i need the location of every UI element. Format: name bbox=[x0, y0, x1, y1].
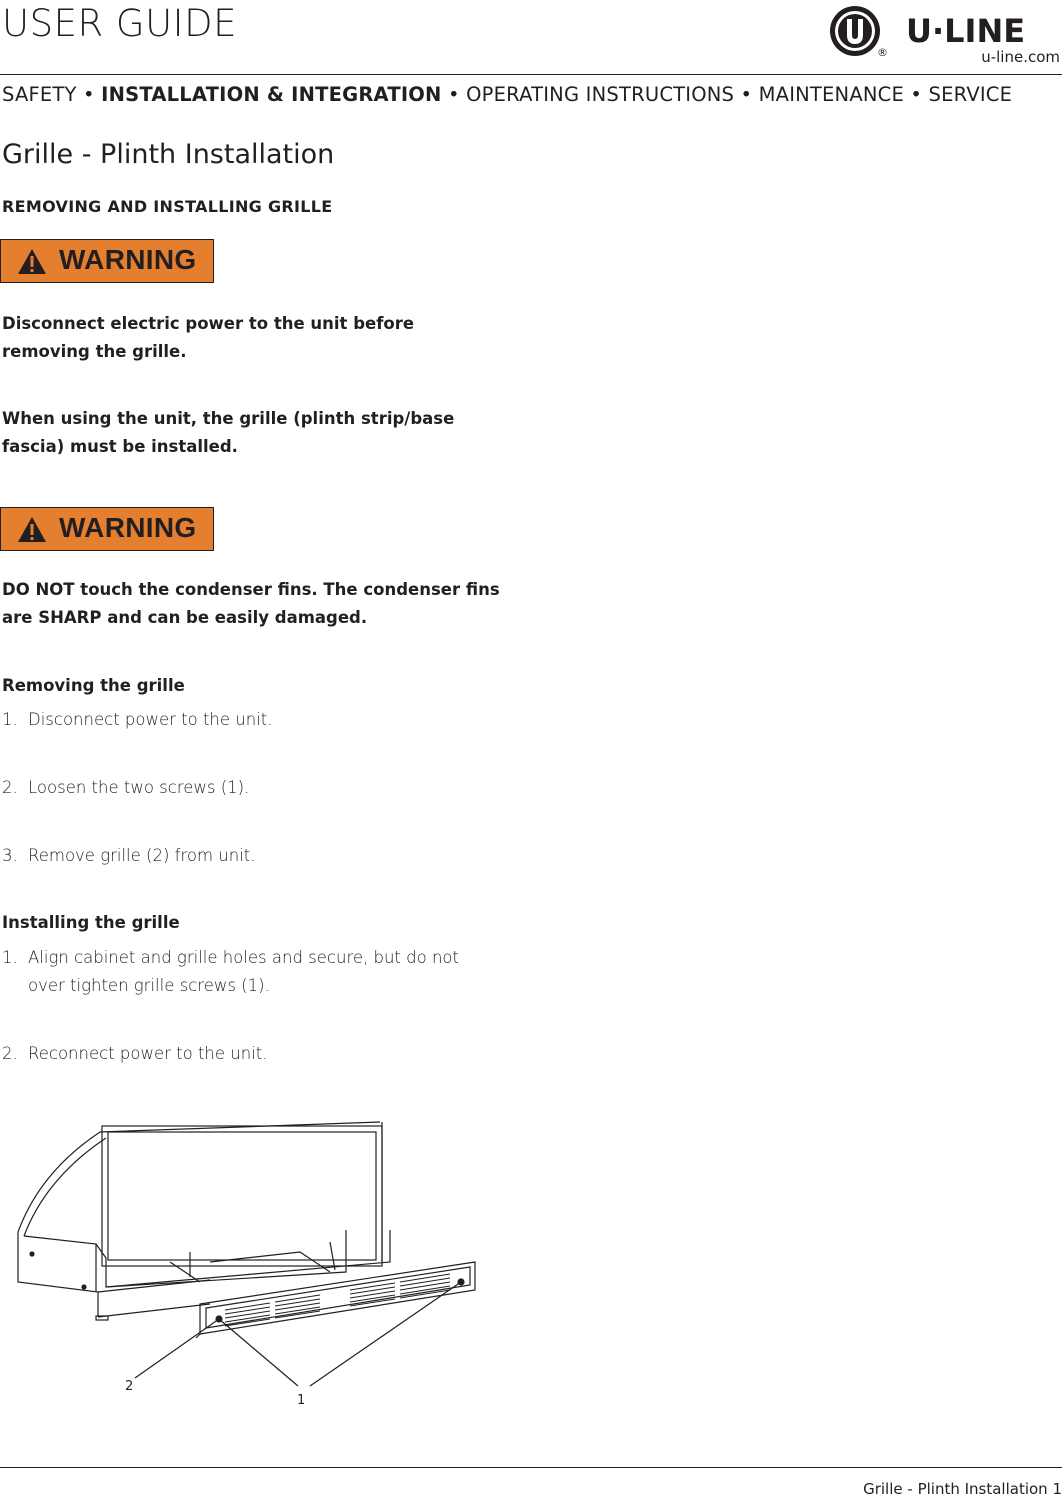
nav-separator: • bbox=[910, 83, 923, 106]
nav-item-safety[interactable]: SAFETY bbox=[2, 83, 77, 106]
warning-paragraph: When using the unit, the grille (plinth strip/base fascia) must be installed. bbox=[2, 409, 455, 456]
grille-illustration bbox=[10, 1112, 490, 1412]
list-item: 1. Align cabinet and grille holes and secure, but do not over tighten grille screws (1). bbox=[2, 948, 459, 995]
list-item: 2. Loosen the two screws (1). bbox=[2, 778, 250, 797]
document-title: USER GUIDE bbox=[2, 2, 237, 45]
list-item: 3. Remove grille (2) from unit. bbox=[2, 846, 256, 865]
brand-domain: u-line.com bbox=[981, 48, 1060, 66]
list-item: 1. Disconnect power to the unit. bbox=[2, 710, 273, 729]
header-rule bbox=[0, 74, 1062, 75]
nav-item-installation[interactable]: INSTALLATION & INTEGRATION bbox=[101, 83, 442, 106]
warning-label bbox=[0, 239, 214, 283]
warning-text: WARNING bbox=[59, 244, 197, 275]
registered-mark: ® bbox=[877, 46, 888, 59]
brand-wordmark: U·LINE bbox=[906, 12, 1026, 50]
installing-heading: Installing the grille bbox=[2, 913, 180, 932]
warning-triangle-icon bbox=[17, 248, 47, 275]
removing-heading: Removing the grille bbox=[2, 676, 185, 695]
callout-grille: 2 bbox=[125, 1379, 134, 1394]
callout-screws: 1 bbox=[297, 1393, 306, 1408]
warning-text: WARNING bbox=[59, 512, 197, 543]
page-footer: Grille - Plinth Installation 1 bbox=[863, 1480, 1062, 1498]
warning-label bbox=[0, 507, 214, 551]
warning-paragraph: DO NOT touch the condenser fins. The condenser fins are SHARP and can be easily damaged. bbox=[2, 580, 500, 627]
nav-separator: • bbox=[740, 83, 753, 106]
warning-paragraph: Disconnect electric power to the unit before removing the grille. bbox=[2, 314, 415, 361]
warning-triangle-icon bbox=[17, 516, 47, 543]
section-nav bbox=[2, 83, 1062, 106]
nav-item-maintenance[interactable]: MAINTENANCE bbox=[758, 83, 905, 106]
page-title: Grille - Plinth Installation bbox=[2, 139, 335, 170]
list-item: 2. Reconnect power to the unit. bbox=[2, 1044, 268, 1063]
footer-rule bbox=[0, 1467, 1062, 1468]
nav-separator: • bbox=[83, 83, 95, 106]
nav-item-service[interactable]: SERVICE bbox=[928, 83, 1013, 106]
nav-separator: • bbox=[447, 83, 460, 106]
nav-item-operating[interactable]: OPERATING INSTRUCTIONS bbox=[466, 83, 735, 106]
section-heading: REMOVING AND INSTALLING GRILLE bbox=[2, 197, 333, 216]
